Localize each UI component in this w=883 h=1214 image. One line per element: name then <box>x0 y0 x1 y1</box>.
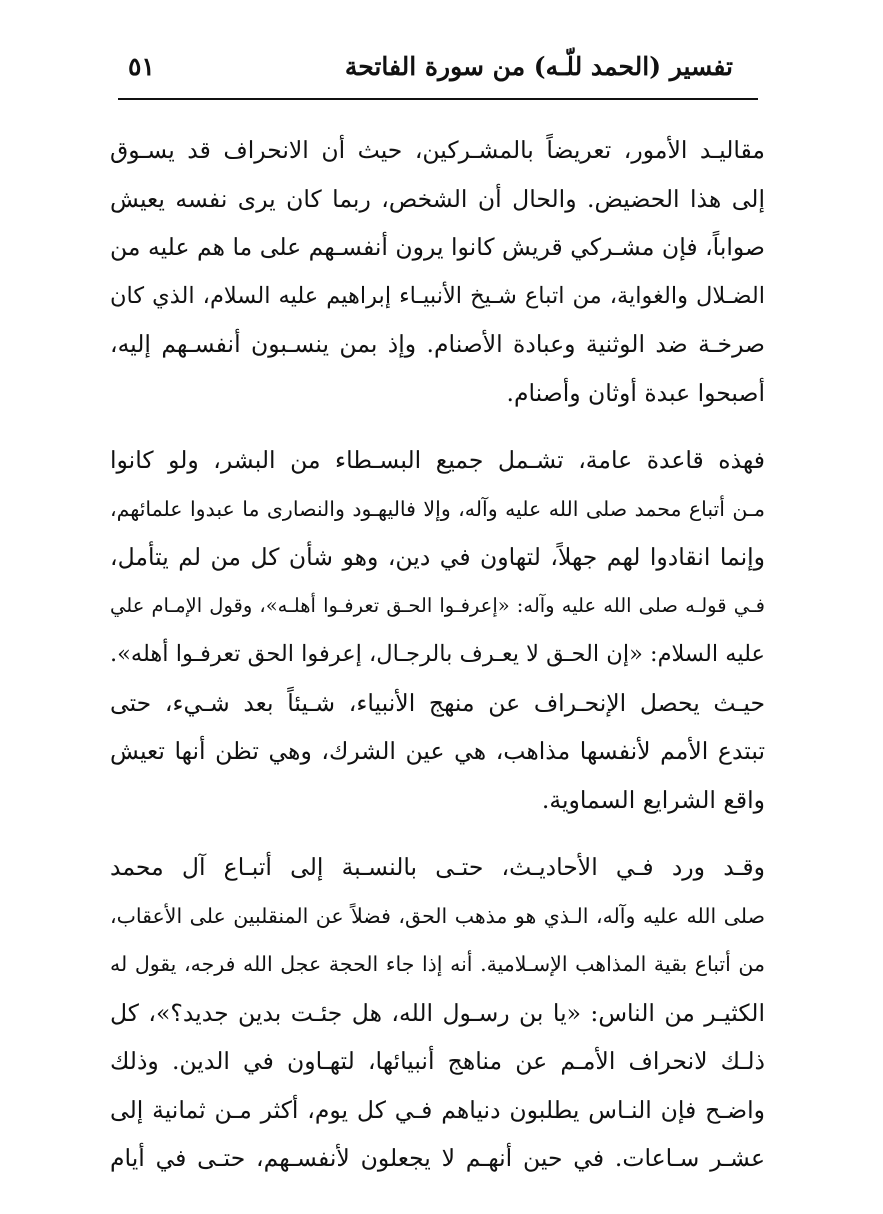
text-line: ذلـك لانحراف الأمـم عن مناهج أنبيائها، لتهـاون في الدين. وذلك <box>110 1047 765 1075</box>
text-line: وقـد ورد فـي الأحاديـث، حتـى بالنسـبة إلى أتبـاع آل محمد <box>110 853 765 881</box>
text-line: فـي قولـه صلى الله عليه وآله: «إعرفـوا الحـق تعرفـوا أهلـه»، وقول الإمـام علي <box>110 593 765 617</box>
text-line: واضـح فإن النـاس يطلبون دنياهم فـي كل يوم، أكثر مـن ثمانية إلى <box>110 1095 765 1124</box>
text-line: واقع الشرايع السماوية. <box>541 785 765 814</box>
text-line: فهذه قاعدة عامة، تشـمل جميع البسـطاء من البشر، ولو كانوا <box>110 446 765 474</box>
text-line: مـن أتباع محمد صلى الله عليه وآله، وإلا فاليهـود والنصارى ما عبدوا علمائهم، <box>110 496 765 521</box>
text-line: الضـلال والغواية، من اتباع شـيخ الأنبيـاء إبراهيم عليه السلام، الذي كان <box>110 282 765 309</box>
page-number: ٥١ <box>128 52 155 81</box>
header-rule <box>118 98 758 100</box>
text-line: مقاليـد الأمور، تعريضاً بالمشـركين، حيث أن الانحراف قد يسـوق <box>110 136 765 164</box>
text-line: عليه السلام: «إن الحـق لا يعـرف بالرجـال، إعرفوا الحق تعرفـوا أهله». <box>110 641 765 667</box>
text-line: صرخـة ضد الوثنية وعبادة الأصنام. وإذ بمن ينسـبون أنفسـهم إليه، <box>110 330 765 358</box>
paragraph-3 <box>110 843 765 1183</box>
text-line: صلى الله عليه وآله، الـذي هو مذهب الحق، فضلاً عن المنقلبين على الأعقاب، <box>110 903 765 928</box>
text-line: من أتباع بقية المذاهب الإسـلامية. أنه إذا جاء الحجة عجل الله فرجه، يقول له <box>110 952 765 976</box>
text-line: وإنما انقادوا لهم جهلاً، لتهاون في دين، وهو شأن كل من لم يتأمل، <box>110 543 765 571</box>
paragraph-2 <box>110 436 765 824</box>
text-line: الكثيـر من الناس: «يا بن رسـول الله، هل جئـت بدين جديد؟»، كل <box>110 998 765 1027</box>
text-line: صواباً، فإن مشـركي قريش كانوا يرون أنفسـهم على ما هم عليه من <box>110 233 765 261</box>
text-line: إلى هذا الحضيض. والحال أن الشخص، ربما كان يرى نفسه يعيش <box>110 184 765 213</box>
paragraph-1 <box>110 126 765 417</box>
text-line: تبتدع الأمم لأنفسها مذاهب، هي عين الشرك، وهي تظن أنها تعيش <box>110 737 765 765</box>
text-line: حيـث يحصل الإنحـراف عن منهج الأنبياء، شـيئاً بعد شـيء، حتى <box>110 688 765 717</box>
page-body <box>110 126 765 1202</box>
running-title: تفسير (الحمد للّـه) من سورة الفاتحة <box>344 52 733 81</box>
page-header <box>118 46 763 98</box>
text-line: عشـر سـاعات. في حين أنهـم لا يجعلون لأنفسـهم، حتـى في أيام <box>110 1144 765 1172</box>
text-line: أصبحوا عبدة أوثان وأصنام. <box>506 378 765 407</box>
